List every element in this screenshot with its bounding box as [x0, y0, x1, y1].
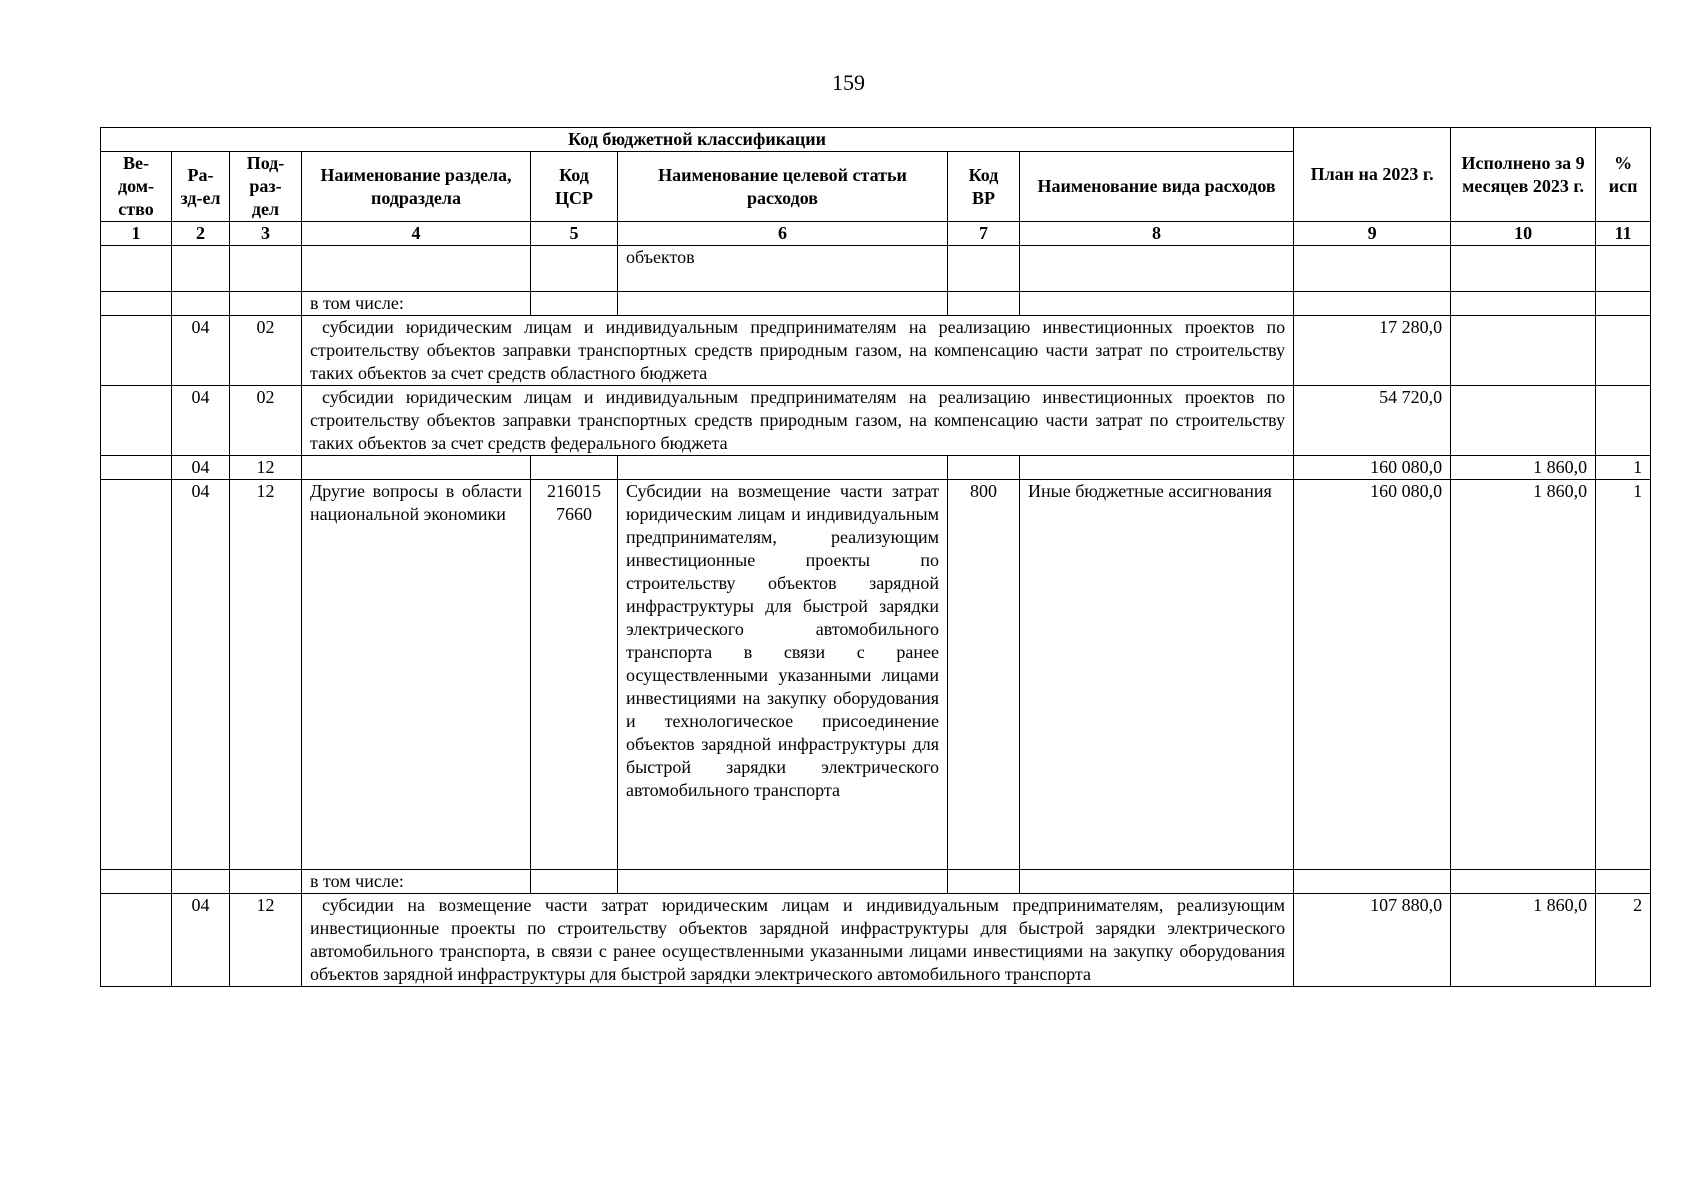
header-razdel: Ра-зд-ел: [172, 152, 230, 222]
plan-cell: 160 080,0: [1294, 456, 1451, 480]
plan-cell: 17 280,0: [1294, 316, 1451, 386]
plan-cell: 107 880,0: [1294, 894, 1451, 987]
including-label: в том числе:: [302, 870, 531, 894]
col-number: 1: [101, 222, 172, 246]
col-number: 6: [618, 222, 948, 246]
table-row: [101, 870, 1651, 894]
razdel-cell: 04: [172, 386, 230, 456]
table-row: [101, 894, 1651, 987]
done-cell: 1 860,0: [1451, 894, 1596, 987]
col-number: 9: [1294, 222, 1451, 246]
section-name-cell: Другие вопросы в области национальной экономики: [302, 480, 531, 870]
table-row: [101, 316, 1651, 386]
table-row: [101, 480, 1651, 870]
page-number: 159: [832, 70, 865, 95]
merged-description-cell: субсидии юридическим лицам и индивидуальным предпринимателям на реализацию инвестиционных проектов по строительству объектов заправки транспортных средств природным газом, на компенсацию части затрат по строительству таких объектов за счет средств областного бюджета: [302, 316, 1294, 386]
col-number: 2: [172, 222, 230, 246]
podrazdel-cell: 12: [230, 456, 302, 480]
target-name-cell: Субсидии на возмещение части затрат юридическим лицам и индивидуальным предпринимателям, реализующим инвестиционные проекты по строительству объектов зарядной инфраструктуры для быстрой зарядки электрического автомобильного транспорта в связи с ранее осуществленными указанными лицами инвестициями на закупку оборудования и технологическое присоединение объектов зарядной инфраструктуры для быстрой зарядки электрического автомобильного транспорта: [618, 480, 948, 870]
pct-cell: 2: [1596, 894, 1651, 987]
col-number: 5: [531, 222, 618, 246]
podrazdel-cell: 02: [230, 316, 302, 386]
razdel-cell: 04: [172, 316, 230, 386]
including-label: в том числе:: [302, 292, 531, 316]
column-numbers-row: [101, 222, 1651, 246]
done-cell: 1 860,0: [1451, 456, 1596, 480]
col-number: 11: [1596, 222, 1651, 246]
merged-description-cell: субсидии на возмещение части затрат юридическим лицам и индивидуальным предпринимателям, реализующим инвестиционные проекты по строительству объектов зарядной инфраструктуры для быстрой зарядки электрического автомобильного транспорта, в связи с ранее осуществленными указанными лицами инвестициями на закупку оборудования объектов зарядной инфраструктуры для быстрой зарядки электрического автомобильного транспорта: [302, 894, 1294, 987]
plan-cell: 160 080,0: [1294, 480, 1451, 870]
header-vr-name: Наименование вида расходов: [1020, 152, 1294, 222]
col-number: 10: [1451, 222, 1596, 246]
vr-cell: 800: [948, 480, 1020, 870]
header-section-name: Наименование раздела, подраздела: [302, 152, 531, 222]
pct-cell: 1: [1596, 480, 1651, 870]
table-row: [101, 386, 1651, 456]
razdel-cell: 04: [172, 456, 230, 480]
header-done: Исполнено за 9 месяцев 2023 г.: [1451, 128, 1596, 222]
razdel-cell: 04: [172, 480, 230, 870]
table-row: [101, 246, 1651, 292]
header-vedomstvo: Ве-дом-ство: [101, 152, 172, 222]
header-podrazdel: Под-раз-дел: [230, 152, 302, 222]
razdel-cell: 04: [172, 894, 230, 987]
podrazdel-cell: 12: [230, 894, 302, 987]
header-pct: % исп: [1596, 128, 1651, 222]
plan-cell: 54 720,0: [1294, 386, 1451, 456]
merged-description-cell: субсидии юридическим лицам и индивидуальным предпринимателям на реализацию инвестиционных проектов по строительству объектов заправки транспортных средств природным газом, на компенсацию части затрат по строительству таких объектов за счет средств федерального бюджета: [302, 386, 1294, 456]
target-name-cell: объектов: [618, 246, 948, 292]
podrazdel-cell: 02: [230, 386, 302, 456]
header-vr: Код ВР: [948, 152, 1020, 222]
col-number: 8: [1020, 222, 1294, 246]
done-cell: 1 860,0: [1451, 480, 1596, 870]
table-row: [101, 292, 1651, 316]
header-target-name: Наименование целевой статьи расходов: [618, 152, 948, 222]
budget-table: [100, 127, 1651, 987]
col-number: 4: [302, 222, 531, 246]
vr-name-cell: Иные бюджетные ассигнования: [1020, 480, 1294, 870]
col-number: 3: [230, 222, 302, 246]
header-group-cell: Код бюджетной классификации: [101, 128, 1294, 152]
pct-cell: 1: [1596, 456, 1651, 480]
csr-cell: 216015 7660: [531, 480, 618, 870]
header-plan: План на 2023 г.: [1294, 128, 1451, 222]
header-csr: Код ЦСР: [531, 152, 618, 222]
header-row-group: [101, 128, 1651, 152]
subtotal-row: [101, 456, 1651, 480]
col-number: 7: [948, 222, 1020, 246]
podrazdel-cell: 12: [230, 480, 302, 870]
